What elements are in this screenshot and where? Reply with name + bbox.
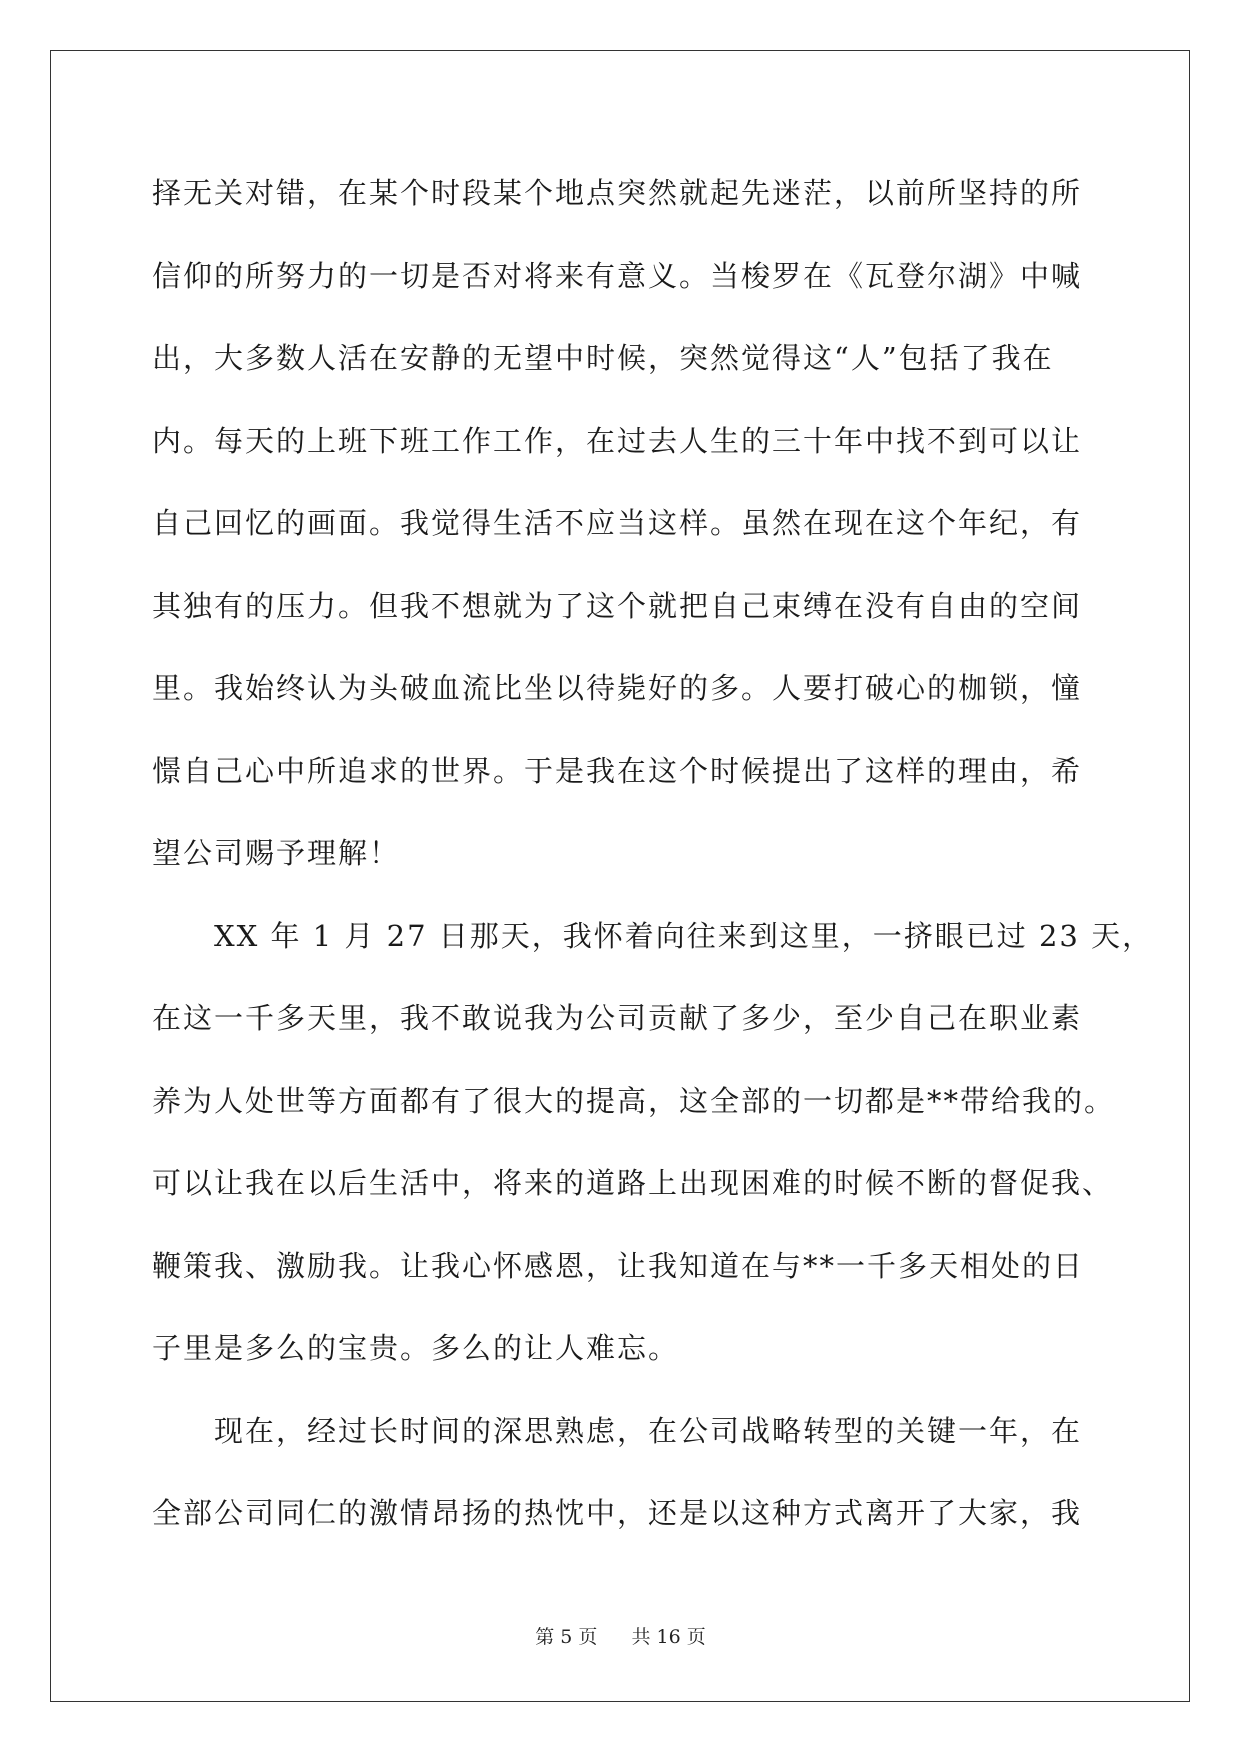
text-line: 里。我始终认为头破血流比坐以待毙好的多。人要打破心的枷锁，憧 [152, 671, 1083, 705]
text-line: 自己回忆的画面。我觉得生活不应当这样。虽然在现在这个年纪，有 [152, 506, 1083, 540]
text-line: 其独有的压力。但我不想就为了这个就把自己束缚在没有自由的空间 [152, 588, 1083, 623]
text-line: 现在，经过长时间的深思熟虑，在公司战略转型的关键一年，在 [214, 1413, 1083, 1448]
paragraph [152, 152, 1092, 895]
text-line: XX 年 1 月 27 日那天，我怀着向往来到这里，一挤眼已过 23 天， [214, 918, 1154, 953]
text-line: 信仰的所努力的一切是否对将来有意义。当梭罗在《瓦登尔湖》中喊 [152, 258, 1083, 293]
text-line: 可以让我在以后生活中，将来的道路上出现困难的时候不断的督促我、 [152, 1166, 1114, 1200]
text-line: 子里是多么的宝贵。多么的让人难忘。 [152, 1331, 680, 1365]
text-line: 全部公司同仁的激情昂扬的热忱中，还是以这种方式离开了大家，我 [152, 1496, 1083, 1530]
paragraph [152, 895, 1154, 1390]
paragraph [152, 1390, 1092, 1555]
page-footer [0, 1622, 1241, 1649]
text-line: 憬自己心中所追求的世界。于是我在这个时候提出了这样的理由，希 [152, 753, 1083, 788]
text-line: 出，大多数人活在安静的无望中时候，突然觉得这“人”包括了我在 [152, 341, 1054, 375]
text-line: 在这一千多天里，我不敢说我为公司贡献了多少，至少自己在职业素 [152, 1001, 1083, 1035]
text-line: 内。每天的上班下班工作工作，在过去人生的三十年中找不到可以让 [152, 423, 1083, 458]
page-total: 共 16 页 [631, 1626, 706, 1648]
text-line: 择无关对错，在某个时段某个地点突然就起先迷茫，以前所坚持的所 [152, 176, 1083, 210]
text-line: 养为人处世等方面都有了很大的提高，这全部的一切都是**带给我的。 [152, 1083, 1116, 1118]
text-line: 鞭策我、激励我。让我心怀感恩，让我知道在与**一千多天相处的日 [152, 1248, 1085, 1283]
document-body [152, 152, 1154, 1555]
page-number: 第 5 页 [535, 1626, 598, 1648]
text-line: 望公司赐予理解！ [152, 836, 401, 870]
